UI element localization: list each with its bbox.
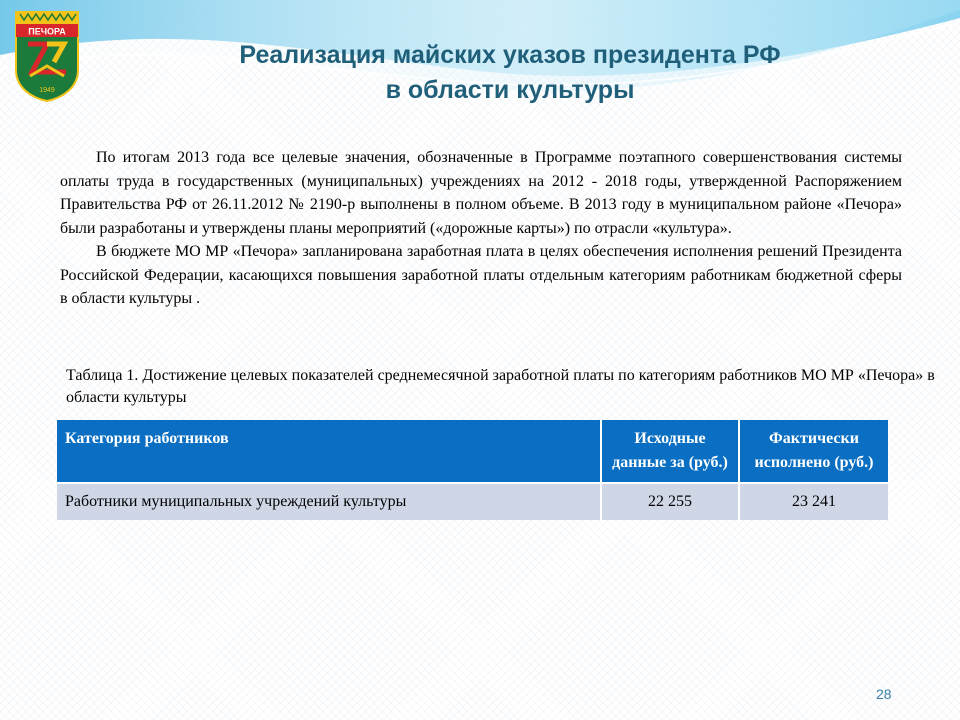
table-row	[57, 483, 888, 520]
header-initial-data: Исходные данные за (руб.)	[601, 420, 739, 483]
table-header-row	[57, 420, 888, 483]
body-paragraph-1: По итогам 2013 года все целевые значения, обозначенные в Программе поэтапного совершенствования системы оплаты труда в государственных (муниципальных) учреждениях на 2012 - 2018 годы, утвержденной Распоряжением Правительства РФ от 26.11.2012 № 2190-р выполнены в полном объеме. В 2013 году в муниципальном районе «Печора» были разработаны и утверждены планы мероприятий («дорожные карты») по отрасли «культура».	[60, 149, 902, 237]
slide-title	[160, 38, 860, 108]
slide-title-line-2: в области культуры	[385, 76, 635, 104]
salary-table	[57, 420, 888, 520]
slide-title-line-1: Реализация майских указов президента РФ	[239, 41, 781, 69]
emblem-year: 1949	[39, 87, 55, 94]
cell-initial-value: 22 255	[601, 483, 739, 520]
table-caption: Таблица 1. Достижение целевых показателей среднемесячной заработной платы по категориям работников МО МР «Печора» в области культуры	[66, 367, 935, 406]
emblem-banner-text: ПЕЧОРА	[28, 26, 66, 37]
page-number: 28	[876, 686, 892, 702]
cell-category: Работники муниципальных учреждений культуры	[57, 483, 601, 520]
pechora-coat-of-arms-emblem	[14, 10, 80, 102]
body-text	[60, 146, 902, 311]
body-paragraph-2: В бюджете МО МР «Печора» запланирована заработная плата в целях обеспечения исполнения решений Президента Российской Федерации, касающихся повышения заработной платы отдельным категориям работникам бюджетной сферы в области культуры .	[60, 243, 902, 307]
header-category: Категория работников	[57, 420, 601, 483]
cell-actual-value: 23 241	[739, 483, 888, 520]
header-actual: Фактически исполнено (руб.)	[739, 420, 888, 483]
